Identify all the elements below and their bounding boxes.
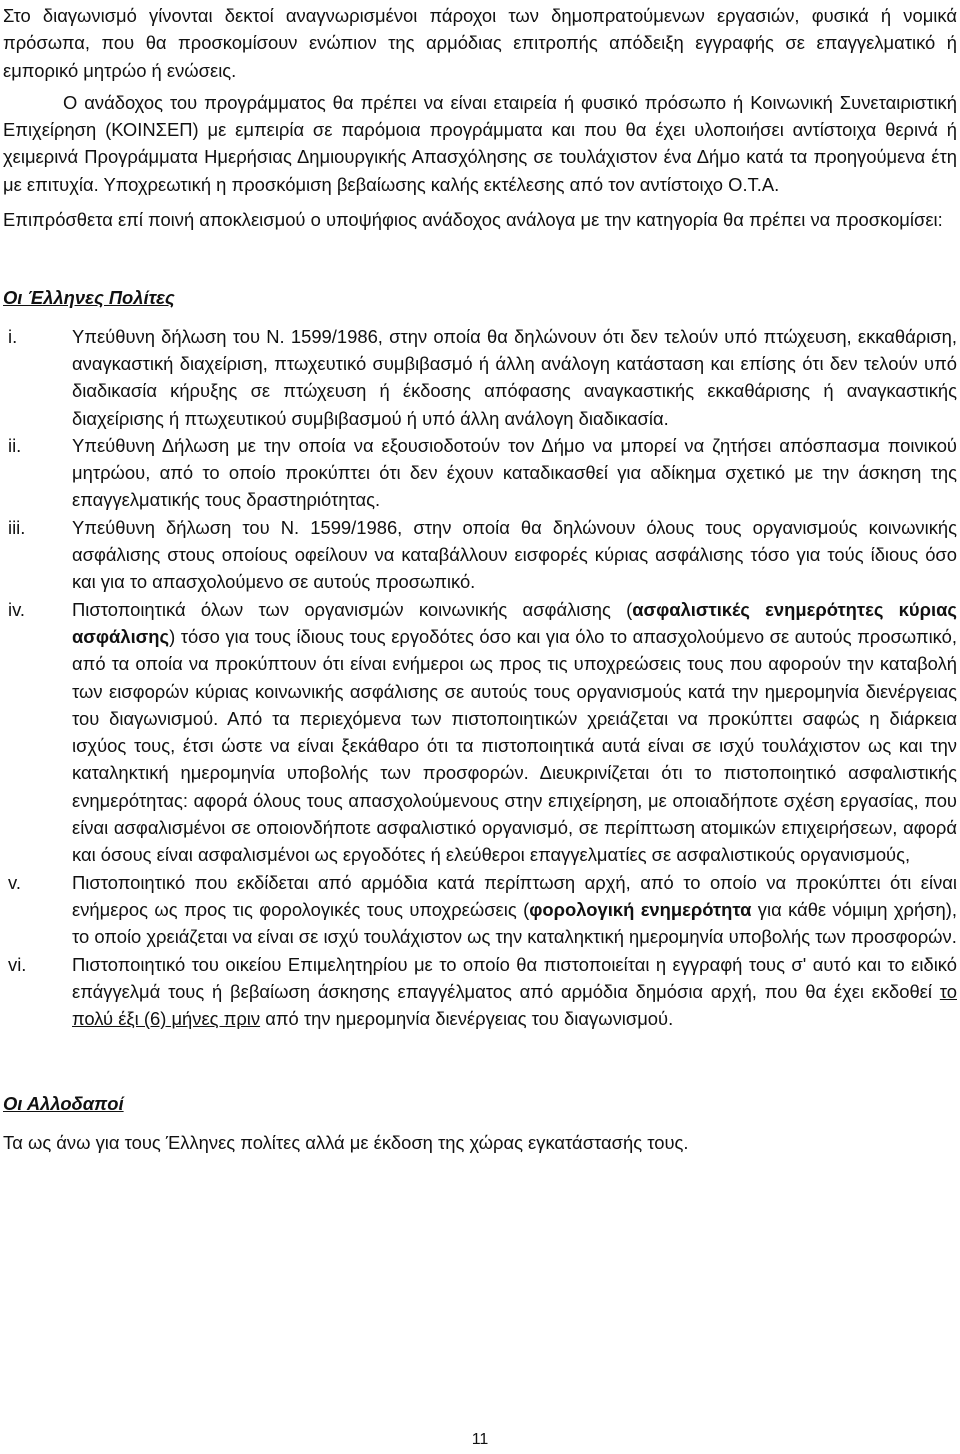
item-text-before: Πιστοποιητικό του οικείου Επιμελητηρίου με το οποίο θα πιστοποιείται η εγγραφή τους σ' αυτό και το ειδικό επάγγελμά τους ή βεβαίωση άσκησης επαγγέλματος από αρμόδια δημόσια αρχή, που θα έχει εκδοθεί [72,953,957,1002]
greek-requirements-list [3,323,957,1033]
item-text-after: ) τόσο για τους ίδιους τους εργοδότες όσο και για όλο το απασχολούμενο σε αυτούς προσωπικό, από τα οποία να προκύπτουν ότι είναι ενήμεροι ως προς τις υποχρεώσεις τους που αφορούν την καταβολή των εισφορών κύριας κοινωνικής ασφάλισης σε αυτούς τους οργανισμούς κατά την ημερομηνία διενέργειας του διαγωνισμού. Από τα περιεχόμενα των πιστοποιητικών χρειάζεται να προκύπτει σαφώς η διάρκεια ισχύος τους, έτσι ώστε να είναι ξεκάθαρο ότι τα πιστοποιητικά αυτά είναι σε ισχύ τουλάχιστον ως και την καταληκτική ημερομηνία υποβολής των προσφορών. Διευκρινίζεται ότι το πιστοποιητικό ασφαλιστικής ενημερότητας: αφορά όλους τους απασχολούμενους στην επιχείρηση, με οποιαδήποτε σχέση εργασίας, που είναι ασφαλισμένοι σε οποιονδήποτε ασφαλιστικό οργανισμό, σε περίπτωση ατομικών επιχειρήσεων, αφορά και όσους είναι ασφαλισμένοι ως εργοδότες ή ελεύθεροι επαγγελματίες σε ασφαλιστικούς οργανισμούς, [72,625,957,866]
list-item [3,514,957,596]
item-text-bold: ασφαλιστικές ενημερότητες κύριας ασφάλισης [72,598,957,647]
greek-citizens-heading: Οι Έλληνες Πολίτες [3,287,175,309]
contractor-paragraph: Ο ανάδοχος του προγράμματος θα πρέπει να είναι εταιρεία ή φυσικό πρόσωπο ή Κοινωνική Συνεταιριστική Επιχείρηση (ΚΟΙΝΣΕΠ) με εμπειρία σε παρόμοια προγράμματα και που θα έχει υλοποιήσει αντίστοιχα θερινά ή χειμερινά Προγράμματα Ημερήσιας Δημιουργικής Απασχόλησης σε τουλάχιστον ένα Δήμο κατά τα προηγούμενα έτη με επιτυχία. Υποχρεωτική η προσκόμιση βεβαίωσης καλής εκτέλεσης από τον αντίστοιχο Ο.Τ.Α. [3,91,957,195]
intro-paragraph: Στο διαγωνισμό γίνονται δεκτοί αναγνωρισμένοι πάροχοι των δημοπρατούμενων εργασιών, φυσικά ή νομικά πρόσωπα, που θα προσκομίσουν ενώπιον της αρμόδιας επιτροπής απόδειξη εγγραφής σε επαγγελματικό ή εμπορικό μητρώο ή ενώσεις. [3,5,957,81]
document-page [3,0,957,1156]
item-number: ii. [8,434,22,456]
foreigners-heading: Οι Αλλοδαποί [3,1093,124,1115]
list-item [3,869,957,951]
page-number: 11 [471,1431,489,1448]
item-text-underline: το πολύ έξι (6) μήνες πριν [72,980,957,1030]
item-text-before: Πιστοποιητικό που εκδίδεται από αρμόδια κατά περίπτωση αρχή, από το οποίο να προκύπτει ότι είναι ενήμερος ως προς τις φορολογικές τους υποχρεώσεις ( [72,871,957,920]
list-item [3,951,957,1033]
item-number: vi. [8,953,27,975]
list-item [3,596,957,869]
item-number: iii. [8,516,26,538]
item-text: Υπεύθυνη Δήλωση με την οποία να εξουσιοδοτούν τον Δήμο να μπορεί να ζητήσει απόσπασμα ποινικού μητρώου, από το οποίο προκύπτει ότι δεν έχουν καταδικασθεί για αδίκημα σχετικό με την άσκηση της επαγγελματικής τους δραστηριότητας. [72,434,957,511]
item-text-bold: φορολογική ενημερότητα [529,898,752,920]
item-text-after: για κάθε νόμιμη χρήση), το οποίο χρειάζεται να είναι σε ισχύ τουλάχιστον ως την καταληκτική ημερομηνία υποβολής των προσφορών. [72,898,957,948]
item-text-before: Πιστοποιητικά όλων των οργανισμών κοινωνικής ασφάλισης ( [72,598,633,620]
item-text: Υπεύθυνη δήλωση του Ν. 1599/1986, στην οποία θα δηλώνουν ότι δεν τελούν υπό πτώχευση, εκκαθάριση, αναγκαστική διαχείριση, πτωχευτικό συμβιβασμό ή άλλη ανάλογη κατάσταση και επίσης ότι δεν τελούν υπό διαδικασία κήρυξης σε πτώχευση ή έκδοσης απόφασης αναγκαστικής εκκαθάρισης ή αναγκαστικής διαχείρισης ή πτωχευτικού συμβιβασμού ή υπό άλλη ανάλογη διαδικασία. [72,325,957,429]
list-item [3,323,957,432]
foreigners-paragraph: Τα ως άνω για τους Έλληνες πολίτες αλλά με έκδοση της χώρας εγκατάστασής τους. [3,1131,689,1153]
additional-requirements-paragraph: Επιπρόσθετα επί ποινή αποκλεισμού ο υποψήφιος ανάδοχος ανάλογα με την κατηγορία θα πρέπει να προσκομίσει: [3,209,943,231]
item-number: v. [8,871,21,893]
list-item [3,432,957,514]
item-number: iv. [8,598,26,620]
item-number: i. [8,325,18,347]
item-text: Υπεύθυνη δήλωση του Ν. 1599/1986, στην οποία θα δηλώνουν όλους τους οργανισμούς κοινωνικής ασφάλισης στους οποίους οφείλουν να καταβάλλουν εισφορές κύριας ασφάλισης τόσο για τούς ίδιους όσο και για το απασχολούμενο σε αυτούς προσωπικό. [72,516,957,593]
item-text-after: από την ημερομηνία διενέργειας του διαγωνισμού. [260,1008,674,1030]
